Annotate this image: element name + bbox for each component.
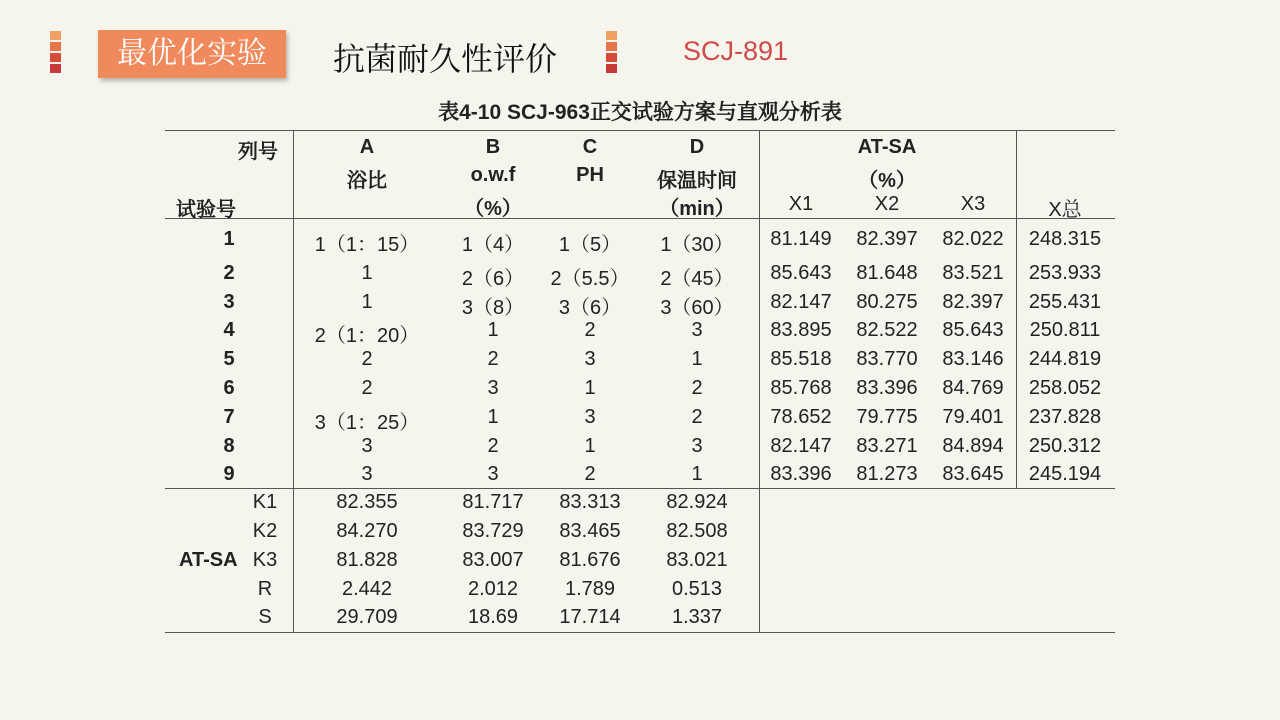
- header-b-name: o.w.f: [470, 164, 516, 186]
- cell-trial-no: 1: [223, 228, 235, 250]
- cell-a: 1: [361, 291, 373, 313]
- cell-stat-a: 81.828: [336, 549, 398, 571]
- cell-x3: 83.521: [942, 262, 1004, 284]
- cell-trial-no: 7: [223, 406, 235, 428]
- cell-xtotal: 255.431: [1028, 291, 1102, 313]
- cell-b: 2（6）: [461, 268, 525, 290]
- cell-a: 2: [361, 377, 373, 399]
- header-atsa: AT-SA: [857, 136, 917, 158]
- cell-a: 3: [361, 435, 373, 457]
- cell-d: 3（60）: [660, 297, 734, 319]
- cell-x2: 83.271: [856, 435, 918, 457]
- table-top-border: [165, 130, 1115, 131]
- cell-x3: 83.146: [942, 348, 1004, 370]
- cell-x3: 84.769: [942, 377, 1004, 399]
- cell-stat-label: S: [258, 606, 272, 628]
- cell-b: 1: [487, 406, 499, 428]
- cell-trial-no: 2: [223, 262, 235, 284]
- cell-x3: 83.645: [942, 463, 1004, 485]
- cell-x1: 83.396: [770, 463, 832, 485]
- header-d-name: 保温时间: [657, 170, 737, 192]
- cell-x2: 83.770: [856, 348, 918, 370]
- cell-b: 3（8）: [461, 297, 525, 319]
- cell-stat-d: 1.337: [671, 606, 723, 628]
- cell-stat-label: R: [257, 578, 273, 600]
- page-subtitle: 抗菌耐久性评价: [333, 41, 558, 77]
- analysis-label: AT-SA: [179, 549, 238, 571]
- cell-b: 1（4）: [461, 234, 525, 256]
- left-decoration: [50, 31, 61, 75]
- cell-b: 2: [487, 435, 499, 457]
- cell-d: 2: [691, 406, 703, 428]
- cell-trial-no: 9: [223, 463, 235, 485]
- cell-stat-label: K3: [252, 549, 278, 571]
- cell-stat-d: 0.513: [671, 578, 723, 600]
- cell-d: 3: [691, 319, 703, 341]
- cell-stat-c: 81.676: [559, 549, 621, 571]
- cell-x2: 83.396: [856, 377, 918, 399]
- cell-a: 3（1：25）: [314, 412, 420, 434]
- cell-x3: 82.397: [942, 291, 1004, 313]
- cell-b: 2: [487, 348, 499, 370]
- cell-a: 1: [361, 262, 373, 284]
- cell-xtotal: 245.194: [1028, 463, 1102, 485]
- middle-decoration: [606, 31, 617, 75]
- cell-xtotal: 248.315: [1028, 228, 1102, 250]
- table-bottom-border: [165, 632, 1115, 633]
- cell-trial-no: 6: [223, 377, 235, 399]
- header-b-letter: B: [485, 136, 501, 158]
- cell-trial-no: 5: [223, 348, 235, 370]
- header-x1: X1: [788, 193, 814, 215]
- cell-stat-b: 18.69: [467, 606, 519, 628]
- cell-b: 3: [487, 377, 499, 399]
- cell-d: 3: [691, 435, 703, 457]
- header-a-name: 浴比: [347, 170, 387, 192]
- cell-x1: 78.652: [770, 406, 832, 428]
- cell-stat-b: 81.717: [462, 491, 524, 513]
- cell-stat-a: 82.355: [336, 491, 398, 513]
- cell-x3: 82.022: [942, 228, 1004, 250]
- cell-x1: 82.147: [770, 291, 832, 313]
- cell-a: 2（1：20）: [314, 325, 420, 347]
- cell-xtotal: 258.052: [1028, 377, 1102, 399]
- cell-x2: 80.275: [856, 291, 918, 313]
- cell-a: 2: [361, 348, 373, 370]
- header-col-no: 列号: [238, 141, 278, 163]
- cell-stat-d: 82.924: [666, 491, 728, 513]
- cell-x1: 85.643: [770, 262, 832, 284]
- cell-stat-b: 2.012: [467, 578, 519, 600]
- cell-d: 1（30）: [660, 234, 734, 256]
- cell-stat-a: 2.442: [341, 578, 393, 600]
- cell-c: 3: [584, 348, 596, 370]
- header-atsa-unit: （%）: [858, 170, 916, 192]
- cell-x2: 81.648: [856, 262, 918, 284]
- cell-stat-c: 17.714: [559, 606, 621, 628]
- cell-c: 2: [584, 319, 596, 341]
- cell-stat-label: K1: [252, 491, 278, 513]
- cell-b: 3: [487, 463, 499, 485]
- header-d-letter: D: [689, 136, 705, 158]
- cell-c: 3（6）: [558, 297, 622, 319]
- header-a-letter: A: [359, 136, 375, 158]
- cell-stat-a: 84.270: [336, 520, 398, 542]
- cell-x2: 82.397: [856, 228, 918, 250]
- cell-stat-c: 83.313: [559, 491, 621, 513]
- cell-x1: 83.895: [770, 319, 832, 341]
- cell-stat-b: 83.007: [462, 549, 524, 571]
- cell-trial-no: 3: [223, 291, 235, 313]
- cell-trial-no: 4: [223, 319, 235, 341]
- cell-c: 3: [584, 406, 596, 428]
- cell-d: 2: [691, 377, 703, 399]
- header-x3: X3: [960, 193, 986, 215]
- header-c-name: PH: [576, 164, 604, 186]
- cell-x2: 81.273: [856, 463, 918, 485]
- cell-xtotal: 250.312: [1028, 435, 1102, 457]
- cell-c: 1（5）: [558, 234, 622, 256]
- cell-x2: 82.522: [856, 319, 918, 341]
- cell-xtotal: 250.811: [1029, 319, 1101, 341]
- cell-trial-no: 8: [223, 435, 235, 457]
- cell-c: 2: [584, 463, 596, 485]
- header-d-unit: （min）: [659, 198, 735, 220]
- data-bottom-border: [165, 488, 1115, 489]
- cell-stat-d: 82.508: [666, 520, 728, 542]
- cell-x3: 84.894: [942, 435, 1004, 457]
- cell-xtotal: 244.819: [1028, 348, 1102, 370]
- cell-x1: 85.518: [770, 348, 832, 370]
- cell-d: 1: [691, 463, 703, 485]
- cell-stat-label: K2: [252, 520, 278, 542]
- cell-b: 1: [487, 319, 499, 341]
- header-bottom-border: [165, 218, 1115, 219]
- cell-xtotal: 253.933: [1028, 262, 1102, 284]
- header-trial-no: 试验号: [176, 199, 236, 221]
- product-code: SCJ-891: [683, 36, 789, 66]
- cell-stat-c: 1.789: [564, 578, 616, 600]
- header-c-letter: C: [582, 136, 598, 158]
- cell-x1: 85.768: [770, 377, 832, 399]
- cell-x3: 85.643: [942, 319, 1004, 341]
- cell-xtotal: 237.828: [1028, 406, 1102, 428]
- cell-a: 3: [361, 463, 373, 485]
- cell-a: 1（1：15）: [314, 234, 420, 256]
- col-divider-1: [293, 130, 294, 632]
- cell-x2: 79.775: [856, 406, 918, 428]
- cell-x1: 81.149: [770, 228, 832, 250]
- section-tag: 最优化实验: [98, 30, 286, 78]
- cell-c: 1: [584, 435, 596, 457]
- cell-x3: 79.401: [942, 406, 1004, 428]
- cell-stat-a: 29.709: [336, 606, 398, 628]
- cell-stat-c: 83.465: [559, 520, 621, 542]
- header-x2: X2: [874, 193, 900, 215]
- col-divider-2: [759, 130, 760, 632]
- cell-c: 2（5.5）: [550, 268, 630, 290]
- cell-x1: 82.147: [770, 435, 832, 457]
- header-xtotal: X总: [1048, 199, 1082, 221]
- cell-d: 1: [691, 348, 703, 370]
- col-divider-3: [1016, 130, 1017, 488]
- cell-stat-d: 83.021: [666, 549, 728, 571]
- cell-c: 1: [584, 377, 596, 399]
- cell-stat-b: 83.729: [462, 520, 524, 542]
- table-title: 表4-10 SCJ-963正交试验方案与直观分析表: [438, 101, 842, 124]
- header-b-unit: （%）: [464, 198, 522, 220]
- cell-d: 2（45）: [660, 268, 734, 290]
